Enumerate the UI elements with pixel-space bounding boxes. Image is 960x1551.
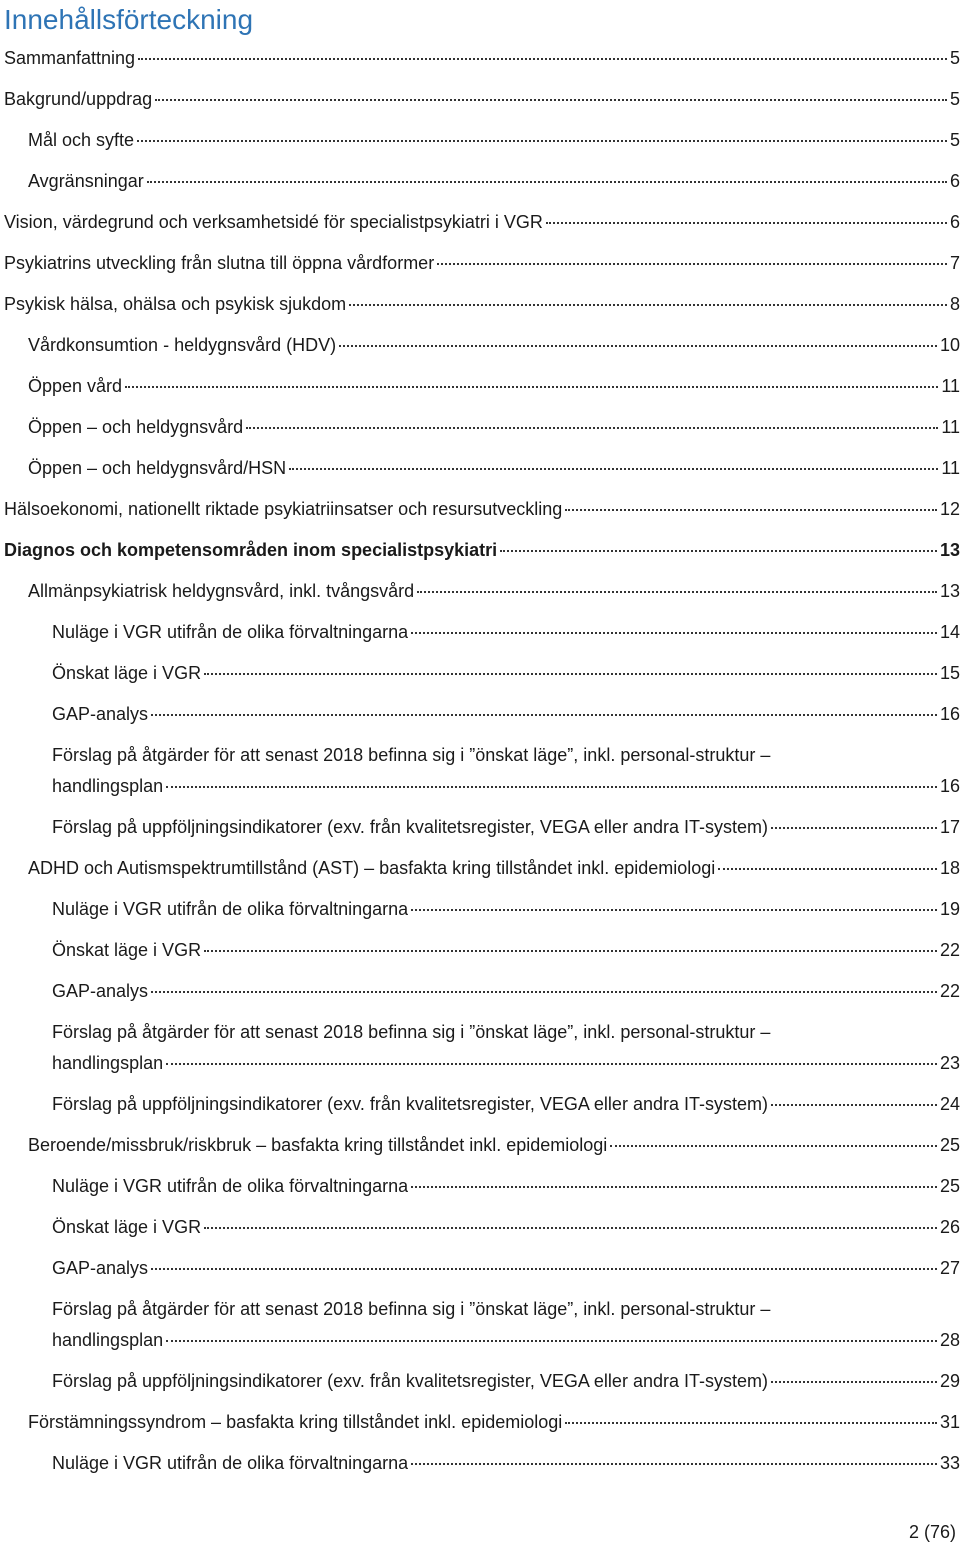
toc-entry-page: 28	[939, 1330, 960, 1350]
toc-entry-title: Beroende/missbruk/riskbruk – basfakta kring tillståndet inkl. epidemiologi	[28, 1135, 608, 1155]
toc-entry-title: Önskat läge i VGR	[52, 663, 202, 683]
toc-entry[interactable]	[52, 1258, 960, 1278]
dot-leader	[411, 632, 937, 634]
toc-entry-page: 25	[939, 1176, 960, 1196]
dot-leader	[500, 550, 937, 552]
toc-entry-page: 6	[949, 171, 960, 191]
toc-entry-page: 13	[939, 581, 960, 601]
toc-entry-page: 25	[939, 1135, 960, 1155]
toc-entry-title: Nuläge i VGR utifrån de olika förvaltningarna	[52, 622, 409, 642]
toc-title: Innehållsförteckning	[4, 4, 254, 35]
dot-leader	[411, 909, 937, 911]
toc-entry-page: 16	[939, 704, 960, 724]
dot-leader	[204, 950, 937, 952]
toc-entry-title: Förslag på uppföljningsindikatorer (exv. från kvalitetsregister, VEGA eller andra IT-system)	[52, 1094, 768, 1114]
toc-entry-page: 24	[939, 1094, 960, 1114]
toc-entry-page: 5	[949, 130, 960, 150]
dot-leader	[125, 386, 938, 388]
dot-leader	[437, 263, 947, 265]
toc-entry-page: 31	[939, 1412, 960, 1432]
toc-entry[interactable]	[52, 1330, 960, 1350]
dot-leader	[411, 1463, 937, 1465]
toc-entry-title: Önskat läge i VGR	[52, 940, 202, 960]
toc-entry-page: 5	[949, 48, 960, 68]
toc-entry[interactable]	[4, 253, 960, 273]
toc-entry-page: 18	[939, 858, 960, 878]
toc-entry-page: 26	[939, 1217, 960, 1237]
toc-entry-title: Önskat läge i VGR	[52, 1217, 202, 1237]
toc-entry-title: Sammanfattning	[4, 48, 136, 68]
toc-entry[interactable]	[4, 540, 960, 560]
toc-entry[interactable]	[28, 335, 960, 355]
toc-entry-title: Psykisk hälsa, ohälsa och psykisk sjukdom	[4, 294, 347, 314]
toc-entry-page: 27	[939, 1258, 960, 1278]
toc-entry-title: Nuläge i VGR utifrån de olika förvaltningarna	[52, 1453, 409, 1473]
toc-entry[interactable]	[52, 1453, 960, 1473]
dot-leader	[151, 991, 937, 993]
toc-entry-page: 8	[949, 294, 960, 314]
toc-entry[interactable]	[52, 817, 960, 837]
toc-entry[interactable]	[52, 1217, 960, 1237]
toc-entry[interactable]	[52, 663, 960, 683]
dot-leader	[417, 591, 937, 593]
toc-entry-title: Vision, värdegrund och verksamhetsidé för specialistpsykiatri i VGR	[4, 212, 543, 232]
dot-leader	[546, 222, 947, 224]
toc-entry-title: Avgränsningar	[28, 171, 144, 191]
dot-leader	[718, 868, 937, 870]
toc-entry-page: 5	[949, 89, 960, 109]
toc-entry[interactable]	[4, 294, 960, 314]
toc-entry[interactable]	[52, 622, 960, 642]
toc-entry[interactable]	[4, 212, 960, 232]
dot-leader	[339, 345, 937, 347]
toc-entry-title: Förslag på uppföljningsindikatorer (exv. från kvalitetsregister, VEGA eller andra IT-system)	[52, 1371, 768, 1391]
dot-leader	[166, 1340, 937, 1342]
dot-leader	[204, 673, 937, 675]
toc-entry-title: ADHD och Autismspektrumtillstånd (AST) – basfakta kring tillståndet inkl. epidemiologi	[28, 858, 716, 878]
toc-entry-title: Öppen – och heldygnsvård/HSN	[28, 458, 287, 478]
dot-leader	[565, 509, 937, 511]
dot-leader	[289, 468, 938, 470]
toc-entry-page: 22	[939, 981, 960, 1001]
toc-entry[interactable]	[28, 1135, 960, 1155]
dot-leader	[411, 1186, 937, 1188]
dot-leader	[771, 1104, 937, 1106]
toc-entry-page: 6	[949, 212, 960, 232]
toc-entry[interactable]	[4, 499, 960, 519]
toc-entry-page: 15	[939, 663, 960, 683]
toc-entry-title: Diagnos och kompetensområden inom specialistpsykiatri	[4, 540, 498, 560]
dot-leader	[349, 304, 947, 306]
toc-entry-page: 7	[949, 253, 960, 273]
toc-entry-title: Bakgrund/uppdrag	[4, 89, 153, 109]
toc-entry-page: 17	[939, 817, 960, 837]
toc-entry-title: Nuläge i VGR utifrån de olika förvaltningarna	[52, 899, 409, 919]
toc-entry-page: 23	[939, 1053, 960, 1073]
dot-leader	[565, 1422, 937, 1424]
toc-entry[interactable]	[52, 1371, 960, 1391]
toc-entry[interactable]	[28, 171, 960, 191]
toc-entry-page: 11	[941, 376, 960, 396]
dot-leader	[771, 1381, 937, 1383]
dot-leader	[771, 827, 937, 829]
toc-entry-title: handlingsplan	[52, 776, 164, 796]
page-number: 2 (76)	[908, 1522, 956, 1542]
dot-leader	[166, 1063, 937, 1065]
toc-entry[interactable]	[28, 458, 960, 478]
toc-entry-title: handlingsplan	[52, 1330, 164, 1350]
toc-entry-page: 12	[939, 499, 960, 519]
toc-entry-title: Hälsoekonomi, nationellt riktade psykiatriinsatser och resursutveckling	[4, 499, 563, 519]
toc-entry-title: handlingsplan	[52, 1053, 164, 1073]
toc-entry-title: GAP-analys	[52, 704, 149, 724]
dot-leader	[246, 427, 938, 429]
toc-entry-title: Nuläge i VGR utifrån de olika förvaltningarna	[52, 1176, 409, 1196]
dot-leader	[137, 140, 947, 142]
toc-entry-first-line[interactable]: Förslag på åtgärder för att senast 2018 befinna sig i ”önskat läge”, inkl. personal-struktur –	[52, 1022, 771, 1042]
toc-entry-first-line[interactable]: Förslag på åtgärder för att senast 2018 befinna sig i ”önskat läge”, inkl. personal-struktur –	[52, 1299, 771, 1319]
dot-leader	[204, 1227, 937, 1229]
toc-entry-title: GAP-analys	[52, 1258, 149, 1278]
toc-entry-page: 22	[939, 940, 960, 960]
toc-entry[interactable]	[4, 48, 960, 68]
toc-entry[interactable]	[28, 1412, 960, 1432]
toc-entry-title: Allmänpsykiatrisk heldygnsvård, inkl. tvångsvård	[28, 581, 415, 601]
dot-leader	[610, 1145, 937, 1147]
toc-entry-page: 10	[939, 335, 960, 355]
dot-leader	[147, 181, 947, 183]
toc-entry[interactable]	[52, 981, 960, 1001]
toc-entry[interactable]	[4, 89, 960, 109]
dot-leader	[151, 714, 937, 716]
toc-entry-title: Förslag på uppföljningsindikatorer (exv. från kvalitetsregister, VEGA eller andra IT-system)	[52, 817, 768, 837]
toc-entry-title: Öppen vård	[28, 376, 123, 396]
toc-entry-page: 33	[939, 1453, 960, 1473]
dot-leader	[166, 786, 937, 788]
dot-leader	[138, 58, 947, 60]
dot-leader	[151, 1268, 937, 1270]
toc-entry-title: Öppen – och heldygnsvård	[28, 417, 244, 437]
toc-entry[interactable]	[52, 940, 960, 960]
toc-entry[interactable]	[28, 130, 960, 150]
toc-entry[interactable]	[52, 704, 960, 724]
toc-entry-page: 14	[939, 622, 960, 642]
toc-entry-page: 29	[939, 1371, 960, 1391]
toc-entry[interactable]	[52, 776, 960, 796]
toc-entry[interactable]	[52, 1176, 960, 1196]
toc-entry[interactable]	[28, 858, 960, 878]
toc-entry-title: Psykiatrins utveckling från slutna till öppna vårdformer	[4, 253, 435, 273]
toc-entry[interactable]	[28, 417, 960, 437]
toc-entry-page: 16	[939, 776, 960, 796]
toc-entry-page: 11	[941, 458, 960, 478]
toc-entry-title: Vårdkonsumtion - heldygnsvård (HDV)	[28, 335, 337, 355]
toc-entry[interactable]	[52, 1053, 960, 1073]
toc-entry[interactable]	[28, 581, 960, 601]
toc-entry-title: Förstämningssyndrom – basfakta kring tillståndet inkl. epidemiologi	[28, 1412, 563, 1432]
dot-leader	[155, 99, 947, 101]
toc-entry-first-line[interactable]: Förslag på åtgärder för att senast 2018 befinna sig i ”önskat läge”, inkl. personal-struktur –	[52, 745, 771, 765]
toc-entry-page: 13	[939, 540, 960, 560]
toc-entry-title: Mål och syfte	[28, 130, 135, 150]
toc-entry-page: 19	[939, 899, 960, 919]
toc-entry[interactable]	[28, 376, 960, 396]
toc-entry[interactable]	[52, 1094, 960, 1114]
toc-entry[interactable]	[52, 899, 960, 919]
toc-entry-title: GAP-analys	[52, 981, 149, 1001]
toc-entry-page: 11	[941, 417, 960, 437]
